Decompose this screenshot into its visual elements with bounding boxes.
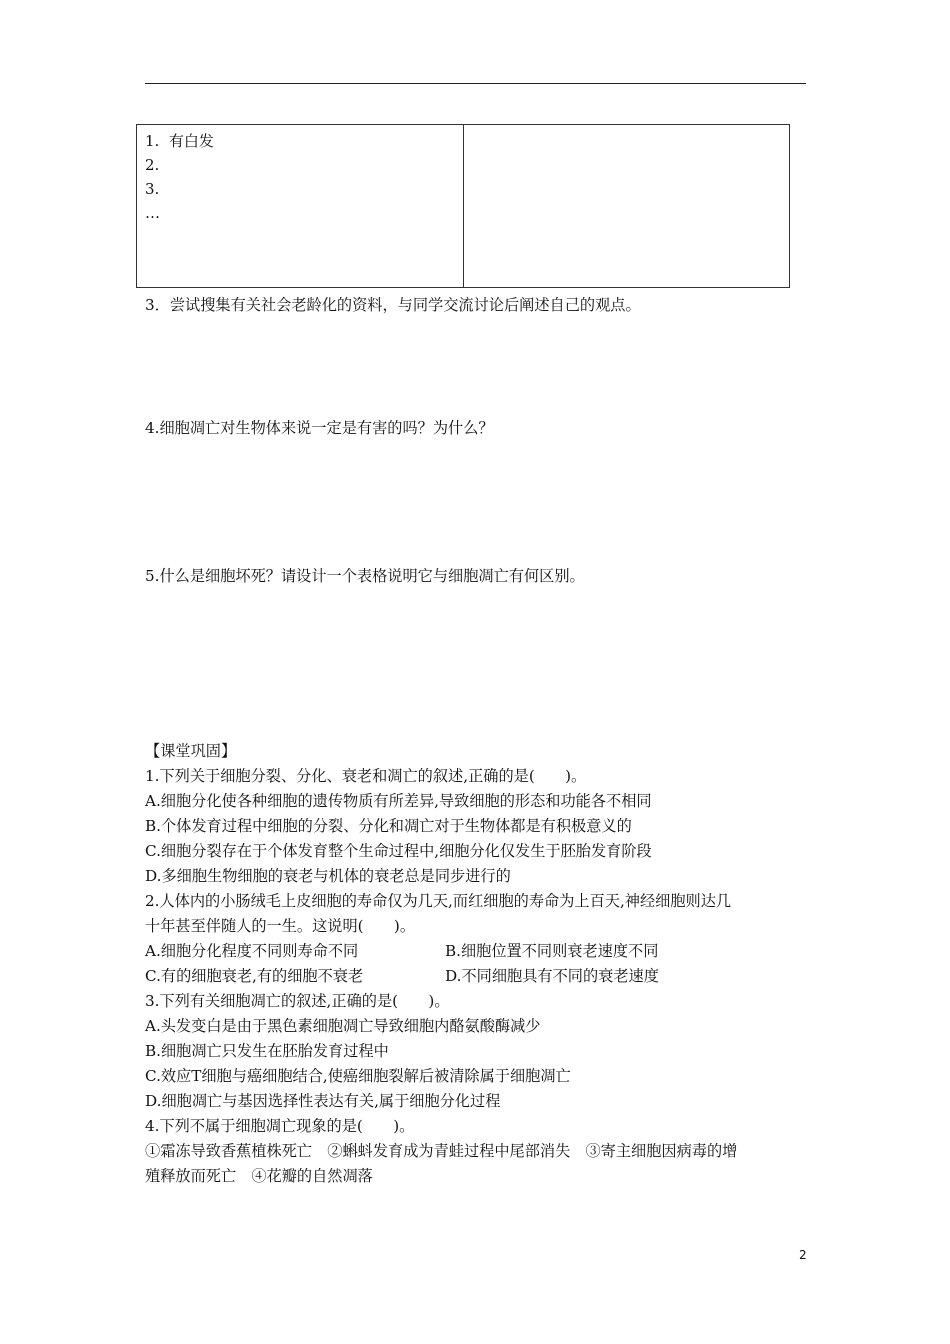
question-3: 3．尝试搜集有关社会老龄化的资料，与同学交流讨论后阐述自己的观点。: [145, 296, 641, 314]
table-item-2: 2.: [145, 156, 160, 174]
exercise-1-option-b: B.个体发育过程中细胞的分裂、分化和凋亡对于生物体都是有积极意义的: [145, 817, 632, 835]
exercise-4-options-line-1: ①霜冻导致香蕉植株死亡 ②蝌蚪发育成为青蛙过程中尾部消失 ③寄主细胞因病毒的增: [145, 1142, 738, 1160]
header-rule: [145, 83, 806, 84]
exercise-2-option-b: B.细胞位置不同则衰老速度不同: [445, 942, 659, 960]
exercise-4-stem: 4.下列不属于细胞凋亡现象的是( )。: [145, 1117, 415, 1135]
answer-table: [136, 124, 790, 288]
question-4: 4.细胞凋亡对生物体来说一定是有害的吗？为什么？: [145, 419, 494, 437]
exercise-3-stem: 3.下列有关细胞凋亡的叙述,正确的是( )。: [145, 992, 450, 1010]
table-item-3: 3.: [145, 180, 160, 198]
table-left-cell: [145, 129, 214, 225]
table-item-ellipsis: …: [145, 204, 160, 222]
exercise-1-option-d: D.多细胞生物细胞的衰老与机体的衰老总是同步进行的: [145, 867, 511, 885]
exercise-2-stem-line-2: 十年甚至伴随人的一生。这说明( )。: [145, 917, 416, 935]
question-5: 5.什么是细胞坏死？请设计一个表格说明它与细胞凋亡有何区别。: [145, 567, 585, 585]
exercise-1-option-a: A.细胞分化使各种细胞的遗传物质有所差异,导致细胞的形态和功能各不相同: [145, 792, 652, 810]
exercise-3-option-a: A.头发变白是由于黑色素细胞凋亡导致细胞内酪氨酸酶减少: [145, 1017, 541, 1035]
exercise-3-option-d: D.细胞凋亡与基因选择性表达有关,属于细胞分化过程: [145, 1092, 501, 1110]
exercise-2-option-c: C.有的细胞衰老,有的细胞不衰老: [145, 967, 364, 985]
section-title: 【课堂巩固】: [145, 742, 237, 760]
exercise-3-option-c: C.效应T细胞与癌细胞结合,使癌细胞裂解后被清除属于细胞凋亡: [145, 1067, 571, 1085]
exercise-1-option-c: C.细胞分裂存在于个体发育整个生命过程中,细胞分化仅发生于胚胎发育阶段: [145, 842, 652, 860]
exercise-4-options-line-2: 殖释放而死亡 ④花瓣的自然凋落: [145, 1167, 373, 1185]
page-number: 2: [799, 1248, 807, 1262]
exercise-2-option-d: D.不同细胞具有不同的衰老速度: [445, 967, 659, 985]
exercise-3-option-b: B.细胞凋亡只发生在胚胎发育过程中: [145, 1042, 389, 1060]
exercise-2-option-a: A.细胞分化程度不同则寿命不同: [145, 942, 359, 960]
exercise-2-stem-line-1: 2.人体内的小肠绒毛上皮细胞的寿命仅为几天,而红细胞的寿命为上百天,神经细胞则达几: [145, 892, 732, 910]
exercise-1-stem: 1.下列关于细胞分裂、分化、衰老和凋亡的叙述,正确的是( )。: [145, 767, 587, 785]
table-column-divider: [463, 125, 464, 287]
table-item-1: 1. 有白发: [145, 132, 214, 150]
